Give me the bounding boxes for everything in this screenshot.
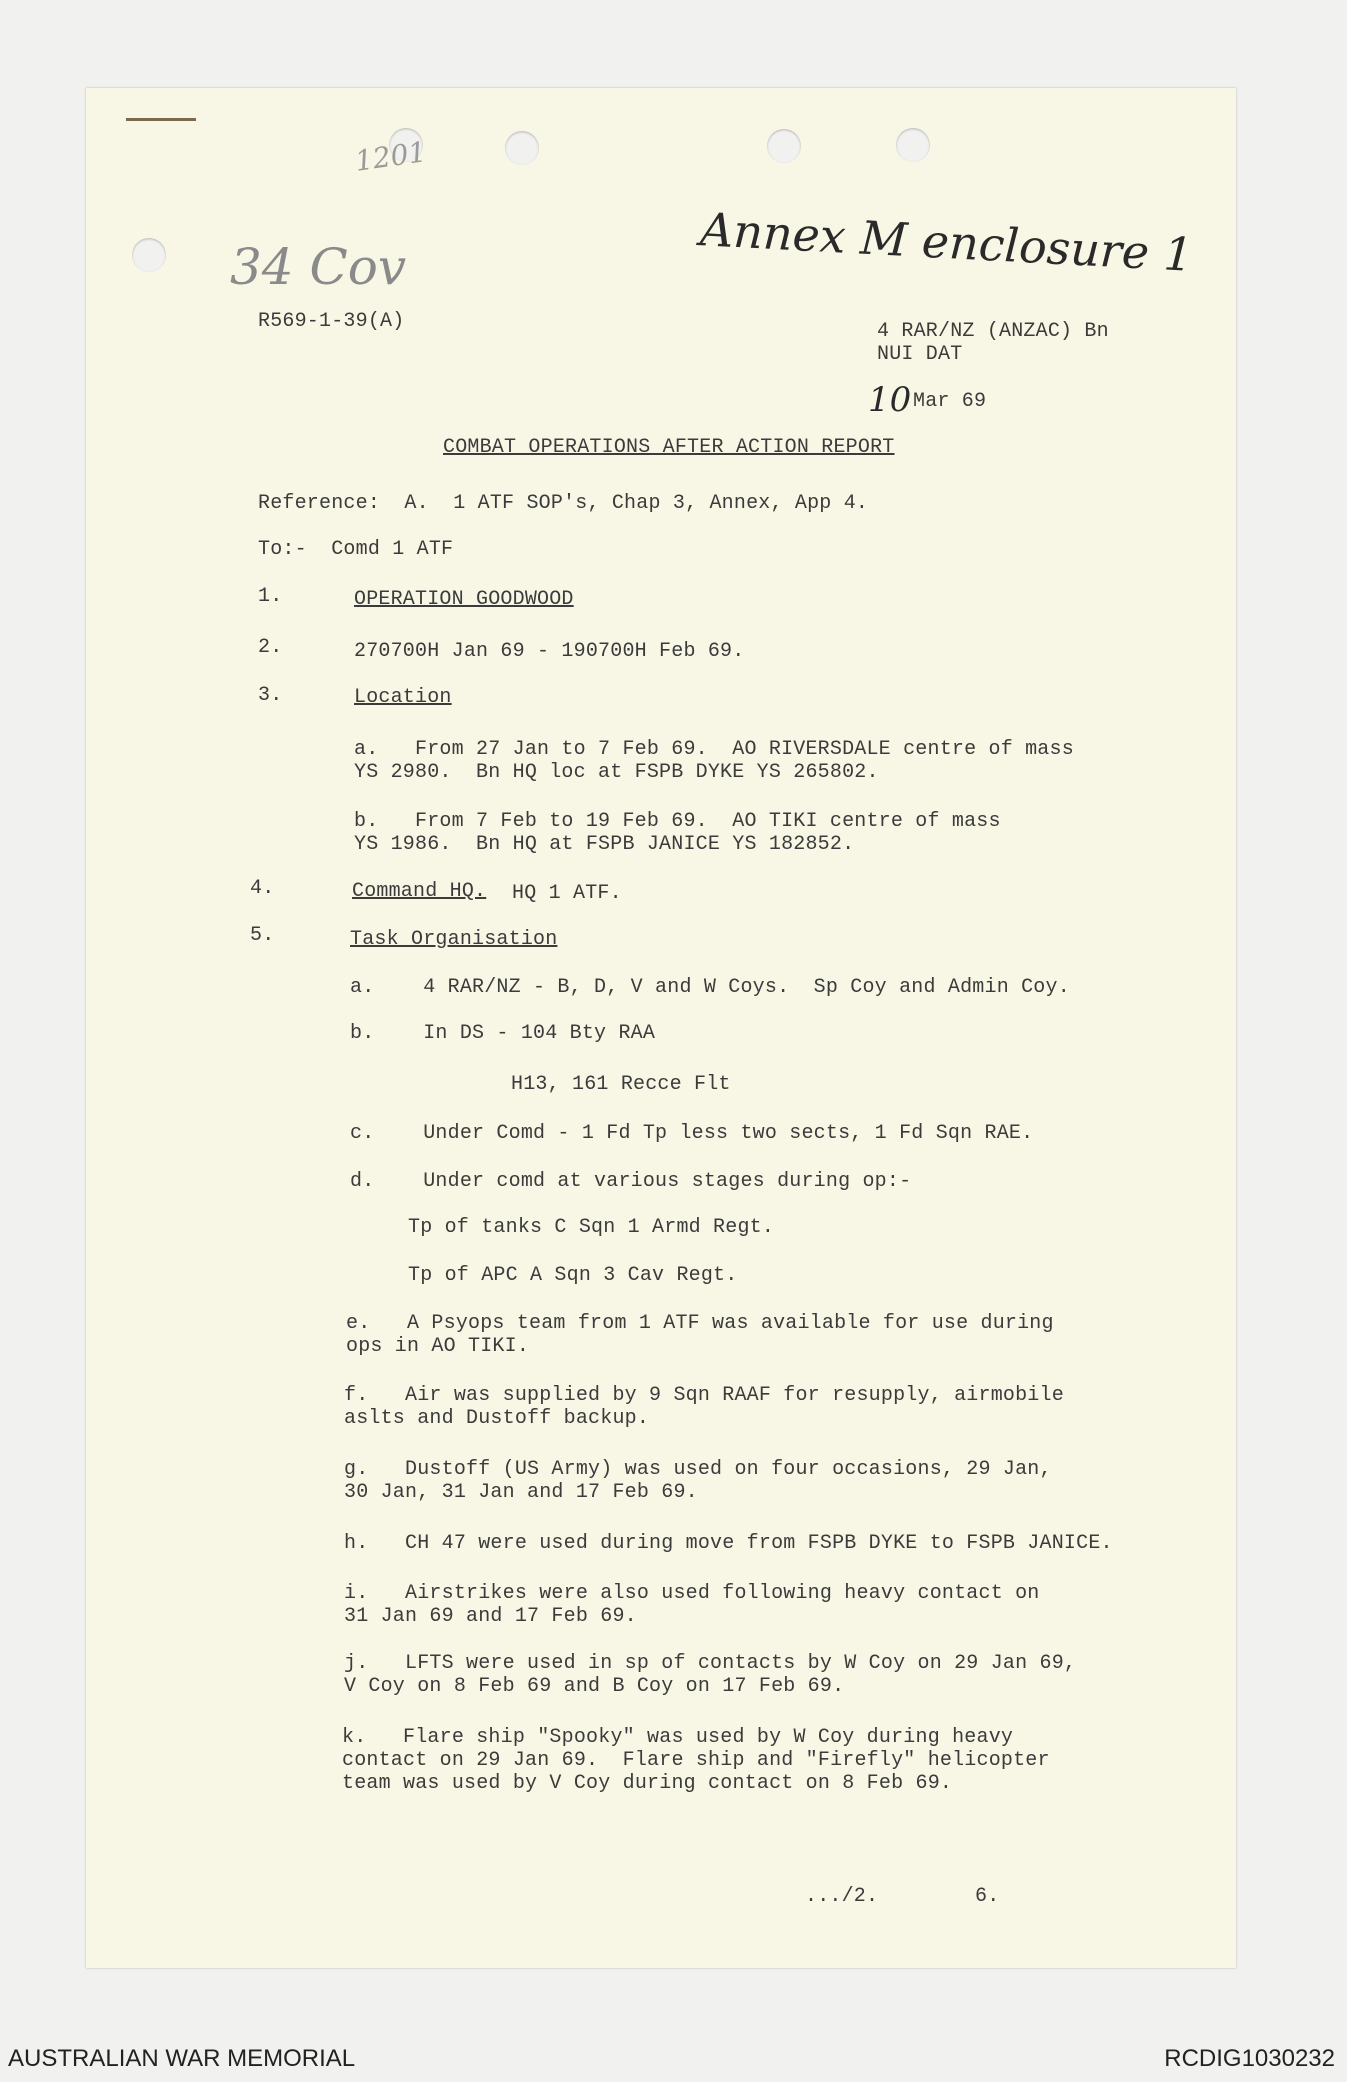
- task-line-c: c. Under Comd - 1 Fd Tp less two sects, 1 Fd Sqn RAE.: [350, 1122, 1034, 1145]
- command-hq-label: Command HQ.: [352, 880, 487, 903]
- item-number: 4.: [250, 877, 275, 900]
- unit-name: 4 RAR/NZ (ANZAC) Bn: [877, 320, 1109, 343]
- handwritten-annex-note: Annex M enclosure 1: [698, 202, 1195, 282]
- task-line-d1: Tp of tanks C Sqn 1 Armd Regt.: [408, 1216, 775, 1239]
- item-number: 5.: [250, 924, 275, 947]
- pencil-page-number: 1201: [353, 135, 429, 178]
- task-line-b2: H13, 161 Recce Flt: [511, 1073, 731, 1096]
- item-number: 2.: [258, 636, 283, 659]
- punch-hole: [505, 131, 539, 165]
- task-para-j: V Coy on 8 Feb 69 and B Coy on 17 Feb 69.: [344, 1675, 845, 1698]
- report-date: Mar 69: [913, 390, 987, 413]
- task-para-k: contact on 29 Jan 69. Flare ship and "Firefly" helicopter: [342, 1749, 1050, 1772]
- task-line-a: a. 4 RAR/NZ - B, D, V and W Coys. Sp Coy and Admin Coy.: [350, 976, 1070, 999]
- file-reference: R569-1-39(A): [258, 310, 405, 333]
- punch-hole: [767, 129, 801, 163]
- task-line-d2: Tp of APC A Sqn 3 Cav Regt.: [408, 1264, 738, 1287]
- task-para-i: 31 Jan 69 and 17 Feb 69.: [344, 1605, 637, 1628]
- task-para-f: f. Air was supplied by 9 Sqn RAAF for resupply, airmobile: [344, 1384, 1064, 1407]
- task-para-e: ops in AO TIKI.: [346, 1335, 530, 1358]
- item-number: 1.: [258, 585, 283, 608]
- operation-name: OPERATION GOODWOOD: [354, 588, 574, 611]
- task-para-i: i. Airstrikes were also used following heavy contact on: [344, 1582, 1040, 1605]
- task-para-k: k. Flare ship "Spooky" was used by W Coy during heavy: [342, 1726, 1014, 1749]
- task-para-f: aslts and Dustoff backup.: [344, 1407, 650, 1430]
- date-day: 10: [868, 380, 912, 420]
- punch-hole: [896, 128, 930, 162]
- task-line-b: b. In DS - 104 Bty RAA: [350, 1022, 656, 1045]
- archive-record-id: RCDIG1030232: [1164, 2045, 1335, 2072]
- location-para-b: b. From 7 Feb to 19 Feb 69. AO TIKI centre of mass: [354, 810, 1001, 833]
- operation-period: 270700H Jan 69 - 190700H Feb 69.: [354, 640, 745, 663]
- report-title: COMBAT OPERATIONS AFTER ACTION REPORT: [443, 436, 895, 459]
- task-organisation-heading: Task Organisation: [350, 928, 558, 951]
- task-para-j: j. LFTS were used in sp of contacts by W Coy on 29 Jan 69,: [344, 1652, 1077, 1675]
- item-number: 3.: [258, 684, 283, 707]
- task-para-k: team was used by V Coy during contact on 8 Feb 69.: [342, 1772, 953, 1795]
- to-line: To:- Comd 1 ATF: [258, 538, 454, 561]
- location-heading: Location: [354, 686, 452, 709]
- next-item-number: 6.: [975, 1885, 1000, 1908]
- continuation-marker: .../2.: [805, 1885, 879, 1908]
- unit-location: NUI DAT: [877, 343, 963, 366]
- task-para-h: h. CH 47 were used during move from FSPB DYKE to FSPB JANICE.: [344, 1532, 1113, 1555]
- pencil-folio: 34 Cov: [230, 238, 407, 296]
- task-para-g: 30 Jan, 31 Jan and 17 Feb 69.: [344, 1481, 698, 1504]
- task-line-d: d. Under comd at various stages during op:-: [350, 1170, 912, 1193]
- task-para-e: e. A Psyops team from 1 ATF was available for use during: [346, 1312, 1054, 1335]
- command-hq-value: HQ 1 ATF.: [512, 882, 622, 905]
- location-para-a: a. From 27 Jan to 7 Feb 69. AO RIVERSDALE centre of mass: [354, 738, 1074, 761]
- archive-name: AUSTRALIAN WAR MEMORIAL: [8, 2045, 356, 2072]
- pencil-mark: [126, 118, 196, 121]
- punch-hole: [132, 238, 166, 272]
- task-para-g: g. Dustoff (US Army) was used on four occasions, 29 Jan,: [344, 1458, 1052, 1481]
- location-para-b: YS 1986. Bn HQ at FSPB JANICE YS 182852.: [354, 833, 855, 856]
- location-para-a: YS 2980. Bn HQ loc at FSPB DYKE YS 265802.: [354, 761, 879, 784]
- reference-line: Reference: A. 1 ATF SOP's, Chap 3, Annex, App 4.: [258, 492, 869, 515]
